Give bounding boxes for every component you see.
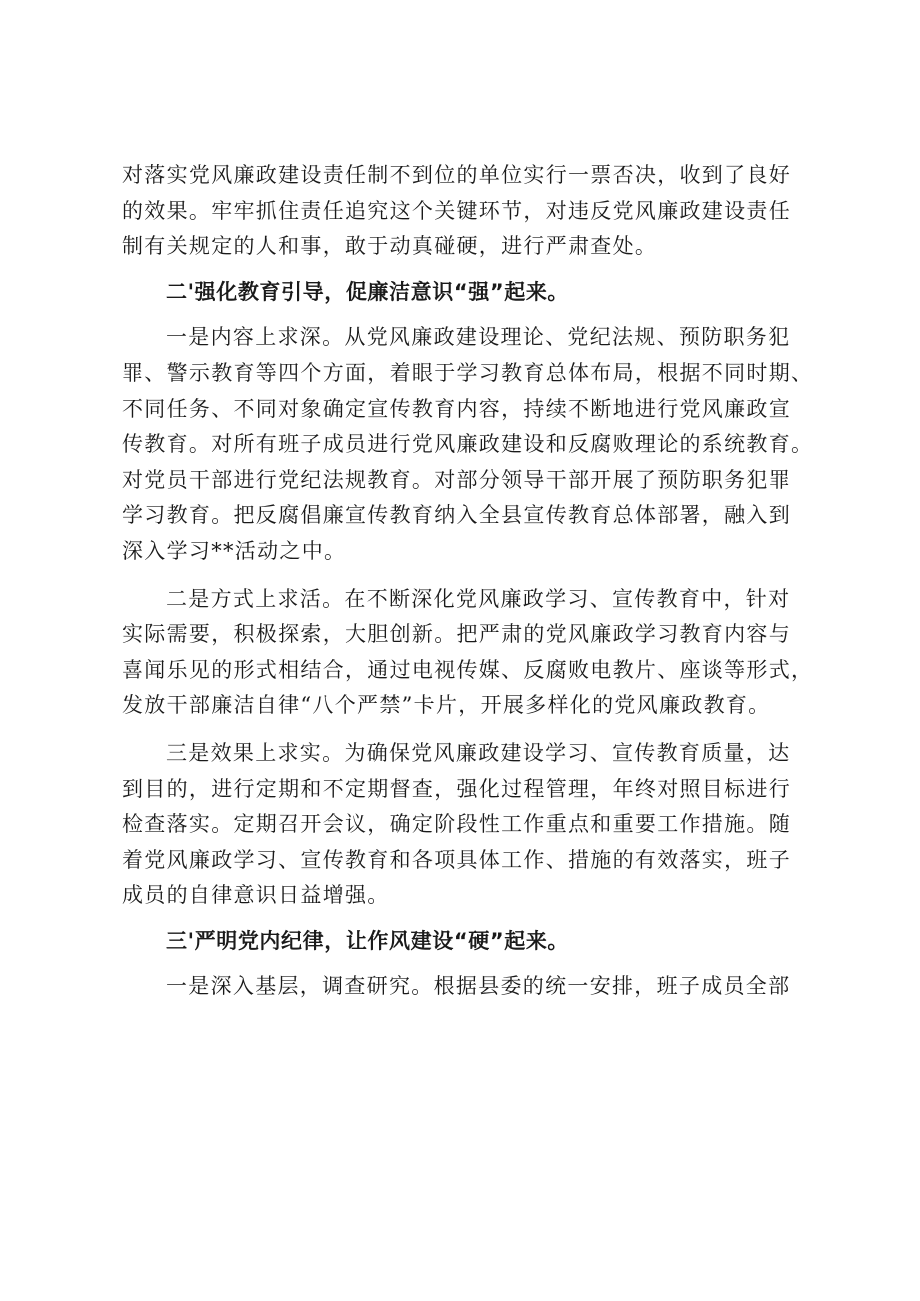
text-line: 三是效果上求实。为确保党风廉政建设学习、宣传教育质量，达 xyxy=(166,740,791,765)
paragraph-content-depth xyxy=(122,320,814,569)
section-heading-2: 二'强化教育引导，促廉洁意识“强”起来。 xyxy=(166,279,570,304)
text-line: 罪、警示教育等四个方面，着眼于学习教育总体布局，根据不同时期、 xyxy=(122,360,814,385)
section-heading-3: 三'严明党内纪律，让作风建设“硬”起来。 xyxy=(166,928,570,953)
text-line: 一是内容上求深。从党风廉政建设理论、党纪法规、预防职务犯 xyxy=(166,325,791,350)
text-line: 实际需要，积极探索，大胆创新。把严肃的党风廉政学习教育内容与 xyxy=(122,622,791,647)
text-line: 的效果。牢牢抓住责任追究这个关键环节，对违反党风廉政建设责任 xyxy=(122,198,791,223)
paragraph-grassroots xyxy=(122,969,802,1005)
paragraph-method xyxy=(122,582,814,724)
paragraph-continuation xyxy=(122,158,802,265)
text-line: 二是方式上求活。在不断深化党风廉政学习、宣传教育中，针对 xyxy=(166,586,791,611)
text-line: 一是深入基层，调查研究。根据县委的统一安排，班子成员全部 xyxy=(166,974,791,999)
text-line: 着党风廉政学习、宣传教育和各项具体工作、措施的有效落实，班子 xyxy=(122,847,791,872)
text-line: 对落实党风廉政建设责任制不到位的单位实行一票否决，收到了良好 xyxy=(122,163,791,187)
text-line: 深入学习**活动之中。 xyxy=(122,538,347,563)
text-line: 检查落实。定期召开会议，确定阶段性工作重点和重要工作措施。随 xyxy=(122,812,791,837)
text-line: 不同任务、不同对象确定宣传教育内容，持续不断地进行党风廉政宣 xyxy=(122,396,791,421)
paragraph-effect xyxy=(122,736,802,914)
text-line: 对党员干部进行党纪法规教育。对部分领导干部开展了预防职务犯罪 xyxy=(122,467,791,492)
text-line: 学习教育。把反腐倡廉宣传教育纳入全县宣传教育总体部署，融入到 xyxy=(122,503,791,528)
document-page xyxy=(122,158,814,1005)
text-line: 喜闻乐见的形式相结合，通过电视传媒、反腐败电教片、座谈等形式， xyxy=(122,657,814,682)
text-line: 发放干部廉洁自律“八个严禁”卡片，开展多样化的党风廉政教育。 xyxy=(122,693,771,718)
text-line: 制有关规定的人和事，敢于动真碰硬，进行严肃查处。 xyxy=(122,234,658,259)
text-line: 传教育。对所有班子成员进行党风廉政建设和反腐败理论的系统教育。 xyxy=(122,432,814,457)
text-line: 成员的自律意识日益增强。 xyxy=(122,883,390,908)
text-line: 到目的，进行定期和不定期督查，强化过程管理，年终对照目标进行 xyxy=(122,776,791,801)
